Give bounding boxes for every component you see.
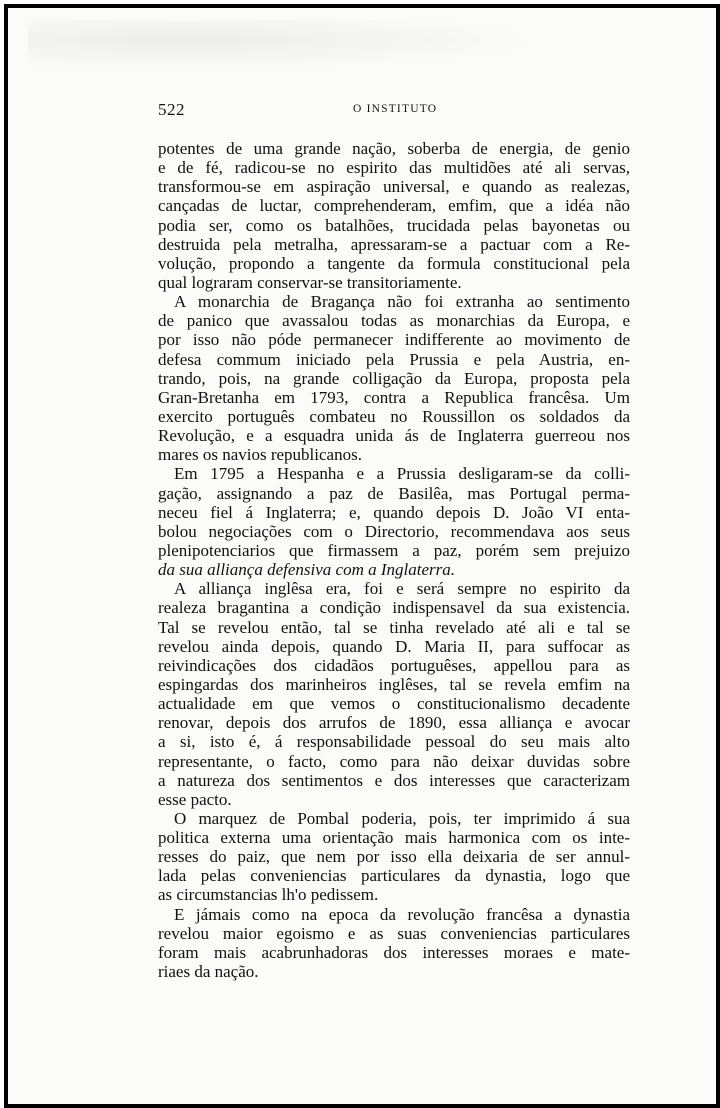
- text-line: actualidade em que vemos o constitucionalismo decadente: [158, 694, 630, 714]
- body-text: [158, 139, 630, 981]
- text-line: Tal se revelou então, tal se tinha revelado até ali e tal se: [158, 617, 630, 637]
- text-line: renovar, depois dos arrufos de 1890, essa alliança e avocar: [158, 713, 630, 733]
- text-line: Gran-Bretanha em 1793, contra a Republica francêsa. Um: [158, 387, 630, 407]
- paragraph-1: [158, 139, 630, 292]
- text-line: volução, propondo a tangente da formula constitucional pela: [158, 253, 630, 273]
- text-line: resses do paiz, que nem por isso ella deixaria de ser annul-: [158, 847, 630, 867]
- text-line: A alliança inglêsa era, foi e será sempre no espirito da: [174, 579, 630, 599]
- text-line: podia ser, como os batalhões, trucidada pelas bayonetas ou: [158, 215, 630, 235]
- text-line: Em 1795 a Hespanha e a Prussia desligaram-se da colli-: [174, 464, 630, 484]
- running-title: O INSTITUTO: [353, 103, 438, 115]
- text-line: revelou ainda depois, quando D. Maria II, para suffocar as: [158, 636, 630, 656]
- scan-noise: [28, 20, 548, 70]
- text-line: politica externa uma orientação mais harmonica com os inte-: [158, 828, 630, 848]
- text-line: O marquez de Pombal poderia, pois, ter imprimido á sua: [174, 808, 630, 828]
- text-line: riaes da nação.: [158, 962, 259, 982]
- text-line: e de fé, radicou-se no espirito das multidões até ali servas,: [158, 158, 630, 178]
- text-line: revelou maior egoismo e as suas conveniencias particulares: [158, 923, 630, 943]
- text-line: a si, isto é, á responsabilidade pessoal do seu mais alto: [158, 732, 630, 752]
- paragraph-6: [158, 905, 630, 982]
- text-line: potentes de uma grande nação, soberba de energia, de genio: [158, 139, 630, 158]
- text-line: E jámais como na epoca da revolução francêsa a dynastia: [174, 904, 630, 924]
- text-line: gação, assignando a paz de Basilêa, mas Portugal perma-: [158, 483, 630, 503]
- text-line: esse pacto.: [158, 789, 232, 809]
- paragraph-5: [158, 809, 630, 905]
- text-line: reivindicações dos cidadãos portuguêses, appellou para as: [158, 655, 630, 675]
- text-line: lada pelas conveniencias particulares da dynastia, logo que: [158, 866, 630, 886]
- text-line: plenipotenciarios que firmassem a paz, porém sem prejuizo: [158, 540, 630, 560]
- running-head: [158, 100, 630, 120]
- text-line: destruida pela metralha, apressaram-se a pactuar com a Re-: [158, 234, 630, 254]
- text-line: de panico que avassalou todas as monarchias da Europa, e: [158, 311, 630, 331]
- paragraph-4: [158, 579, 630, 809]
- text-line: representante, o facto, como para não deixar duvidas sobre: [158, 751, 630, 771]
- text-line: trando, pois, na grande colligação da Europa, proposta pela: [158, 368, 630, 388]
- text-line: foram mais acabrunhadoras dos interesses moraes e mate-: [158, 942, 630, 962]
- text-line: A monarchia de Bragança não foi extranha ao sentimento: [174, 292, 630, 312]
- text-line: mares os navios republicanos.: [158, 445, 362, 465]
- text-line: neceu fiel á Inglaterra; e, quando depois D. João VI enta-: [158, 502, 630, 522]
- text-line: realeza bragantina a condição indispensavel da sua existencia.: [158, 598, 630, 618]
- page-number: 522: [158, 100, 185, 119]
- text-line: defesa commum iniciado pela Prussia e pela Austria, en-: [158, 349, 630, 369]
- paragraph-3: [158, 464, 630, 579]
- text-line: espingardas dos marinheiros inglêses, tal se revela emfim na: [158, 674, 630, 694]
- paragraph-2: [158, 292, 630, 464]
- text-line: qual lograram conservar-se transitoriamente.: [158, 272, 462, 292]
- text-line: a natureza dos sentimentos e dos interesses que caracterizam: [158, 770, 630, 790]
- text-line: cançadas de luctar, comprehenderam, emfim, que a idéa não: [158, 196, 630, 216]
- text-line: transformou-se em aspiração universal, e quando as realezas,: [158, 177, 630, 197]
- text-line: por isso não póde permanecer indifferente ao movimento de: [158, 330, 630, 350]
- text-line: as circumstancias lh'o pedissem.: [158, 885, 379, 905]
- text-line: Revolução, e a esquadra unida ás de Inglaterra guerreou nos: [158, 426, 630, 446]
- text-line: bolou negociações com o Directorio, recommendava aos seus: [158, 521, 630, 541]
- text-line: da sua alliança defensiva com a Inglaterra.: [158, 560, 455, 580]
- text-line: exercito português combateu no Roussillon os soldados da: [158, 406, 630, 426]
